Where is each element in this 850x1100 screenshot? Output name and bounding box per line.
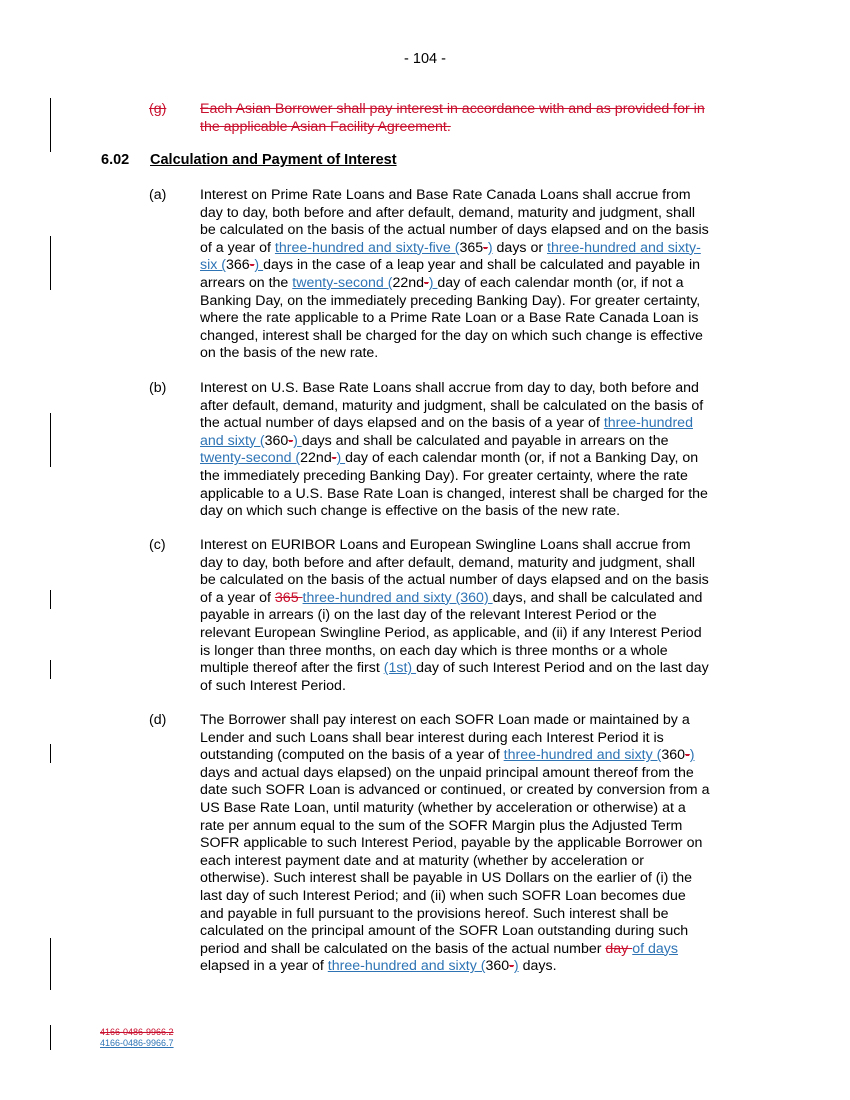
text-line	[200, 240, 752, 258]
text-run: 22nd	[300, 450, 332, 467]
text-run: elapsed in a year of	[200, 958, 328, 975]
item-a-label: (a)	[149, 187, 167, 203]
inserted-text: (1st)	[383, 660, 417, 677]
text-line: day to day, both before and after default, demand, maturity and judgment, shall	[200, 554, 696, 571]
section-title: Calculation and Payment of Interest	[150, 152, 397, 168]
item-d-text	[200, 712, 752, 976]
text-line: last day of such Interest Period; and (ii) when such SOFR Loan becomes due	[200, 887, 686, 904]
text-run: days in the case of a leap year and shall be calculated and payable in	[263, 257, 701, 274]
inserted-text: three-hundred	[603, 415, 693, 432]
inserted-text: three-hundred and sixty (360)	[302, 589, 493, 606]
deleted-text: -	[249, 257, 255, 274]
change-bar	[50, 590, 51, 609]
old-document-id: 4166-0486-9966.2	[100, 1027, 174, 1037]
text-line	[200, 275, 752, 293]
inserted-text: three-hundred and sixty (	[503, 747, 662, 764]
deleted-text: -	[483, 239, 488, 256]
text-run: arrears on the	[200, 274, 293, 291]
inserted-text: )	[293, 432, 302, 449]
item-c-text	[200, 537, 752, 695]
new-document-id: 4166-0486-9966.7	[100, 1038, 174, 1048]
inserted-text: )	[254, 257, 264, 274]
text-run: of a year of	[200, 589, 275, 606]
text-line: after default, demand, maturity and judgment, shall be calculated on the basis of	[200, 397, 704, 414]
text-line	[200, 257, 752, 275]
inserted-text: of days	[632, 940, 678, 957]
text-line: Interest on U.S. Base Rate Loans shall accrue from day to day, both before and	[200, 380, 699, 396]
text-line: Interest on EURIBOR Loans and European Swingline Loans shall accrue from	[200, 537, 691, 553]
item-b-label: (b)	[149, 380, 167, 396]
text-line: changed, interest shall be charged for the day on which such change is effective	[200, 327, 703, 344]
text-line	[200, 433, 752, 451]
inserted-text: )	[513, 958, 519, 975]
text-run: days and shall be calculated and payable in arrears on the	[301, 432, 669, 449]
text-line	[200, 590, 752, 608]
deleted-line: the applicable Asian Facility Agreement.	[200, 118, 451, 135]
inserted-text: six (	[200, 257, 227, 274]
text-line: Banking Day, on the immediately preceding Banking Day). For greater certainty,	[200, 292, 701, 309]
text-line: be calculated on the basis of the actual number of days elapsed and on the basis	[200, 222, 709, 239]
text-line: applicable to a U.S. Base Rate Loan is changed, interest shall be charged for the	[200, 485, 708, 502]
section-number: 6.02	[101, 152, 130, 168]
text-run: of a year of	[200, 239, 275, 256]
item-d-label: (d)	[149, 712, 167, 728]
document-id-footer	[100, 1027, 174, 1049]
text-line: calculated on the principal amount of the SOFR Loan outstanding during such	[200, 923, 689, 940]
text-run: the actual number of days elapsed and on the basis of a year of	[200, 415, 604, 432]
text-run: days or	[492, 239, 548, 256]
inserted-text: )	[428, 274, 438, 291]
text-run: period and shall be calculated on the basis of the actual number	[200, 940, 606, 957]
text-line: be calculated on the basis of the actual number of days elapsed and on the basis	[200, 572, 709, 589]
text-run: 365	[459, 239, 484, 256]
text-line	[200, 747, 752, 765]
text-line: Interest on Prime Rate Loans and Base Rate Canada Loans shall accrue from	[200, 187, 691, 203]
change-bar	[50, 413, 51, 467]
inserted-text: three-hundred and sixty-five (	[274, 239, 460, 256]
change-bar	[50, 938, 51, 990]
text-run: 366	[226, 257, 250, 274]
text-line: US Base Rate Loan, until maturity (whether by acceleration or otherwise) at a	[200, 799, 686, 816]
deleted-text: day	[605, 940, 633, 957]
deleted-line: Each Asian Borrower shall pay interest in accordance with and as provided for in	[200, 101, 705, 117]
text-run: day of each calendar month (or, if not a Banking Day, on	[345, 450, 699, 467]
text-run: day of each calendar month (or, if not a	[437, 274, 684, 291]
text-line: day to day, both before and after default, demand, maturity and judgment, shall	[200, 204, 696, 221]
text-run: 22nd	[392, 274, 424, 291]
deleted-text: -	[288, 432, 294, 449]
page-number: - 104 -	[404, 51, 446, 67]
text-run: multiple thereof after the first	[200, 660, 384, 677]
text-line: date such SOFR Loan is advanced or continued, or created by conversion from a	[200, 782, 710, 799]
text-line: payable in arrears (i) on the last day of the relevant Interest Period or the	[200, 607, 657, 624]
text-line: rate per annum equal to the sum of the SOFR Margin plus the Adjusted Term	[200, 817, 683, 834]
inserted-text: twenty-second (	[200, 450, 301, 467]
item-a-text	[200, 187, 752, 363]
deleted-text: -	[509, 958, 514, 975]
deleted-text: -	[424, 274, 429, 291]
text-line: relevant European Swingline Period, as applicable, and (ii) if any Interest Period	[200, 624, 702, 641]
text-run: 360	[264, 432, 289, 449]
text-line	[200, 415, 752, 433]
text-line	[200, 958, 752, 976]
text-line: The Borrower shall pay interest on each SOFR Loan made or maintained by a	[200, 712, 690, 728]
text-line	[200, 660, 752, 678]
inserted-text: )	[487, 239, 493, 256]
change-bar	[50, 1025, 51, 1050]
text-line: the immediately preceding Banking Day). For greater certainty, where the rate	[200, 467, 688, 484]
text-line	[200, 450, 752, 468]
inserted-text: )	[689, 747, 695, 764]
deleted-text: -	[331, 450, 337, 467]
text-line: day on which such change is effective on the basis of the new rate.	[200, 503, 621, 520]
change-bar	[50, 98, 51, 152]
text-line	[200, 941, 752, 959]
item-g-label: (g)	[149, 101, 167, 117]
change-bar	[50, 744, 51, 763]
text-line: of such Interest Period.	[200, 677, 346, 694]
inserted-text: and sixty (	[200, 432, 265, 449]
text-run: days, and shall be calculated and	[492, 589, 703, 606]
deleted-text: 365	[274, 589, 303, 606]
inserted-text: )	[336, 450, 346, 467]
text-line: otherwise). Such interest shall be payable in US Dollars on the earlier of (i) the	[200, 870, 693, 887]
item-c-label: (c)	[149, 537, 166, 553]
change-bar	[50, 236, 51, 290]
text-line: days and actual days elapsed) on the unpaid principal amount thereof from the	[200, 764, 694, 781]
text-line: on the basis of the new rate.	[200, 345, 379, 362]
text-run: 360	[661, 747, 686, 764]
text-line: is longer than three months, on each day which is three months or a whole	[200, 642, 668, 659]
text-line: and payable in full pursuant to the provisions hereof. Such interest shall be	[200, 905, 669, 922]
text-line: where the rate applicable to a Prime Rate Loan or a Base Rate Canada Loan is	[200, 310, 699, 327]
text-run: days.	[518, 958, 557, 975]
inserted-text: three-hundred and sixty (	[327, 958, 486, 975]
text-run: 360	[485, 958, 510, 975]
change-bar	[50, 660, 51, 679]
text-line: SOFR applicable to such Interest Period, payable by the applicable Borrower on	[200, 835, 703, 852]
deleted-text: -	[685, 747, 690, 764]
inserted-text: twenty-second (	[292, 274, 393, 291]
text-line: each interest payment date and at maturity (whether by acceleration or	[200, 852, 644, 869]
inserted-text: three-hundred and sixty-	[547, 239, 701, 256]
item-g-text	[200, 101, 752, 136]
text-run: outstanding (computed on the basis of a year of	[200, 747, 504, 764]
item-b-text	[200, 380, 752, 521]
text-line: Lender and such Loans shall bear interest during each Interest Period it is	[200, 729, 664, 746]
text-run: day of such Interest Period and on the last day	[416, 660, 709, 677]
